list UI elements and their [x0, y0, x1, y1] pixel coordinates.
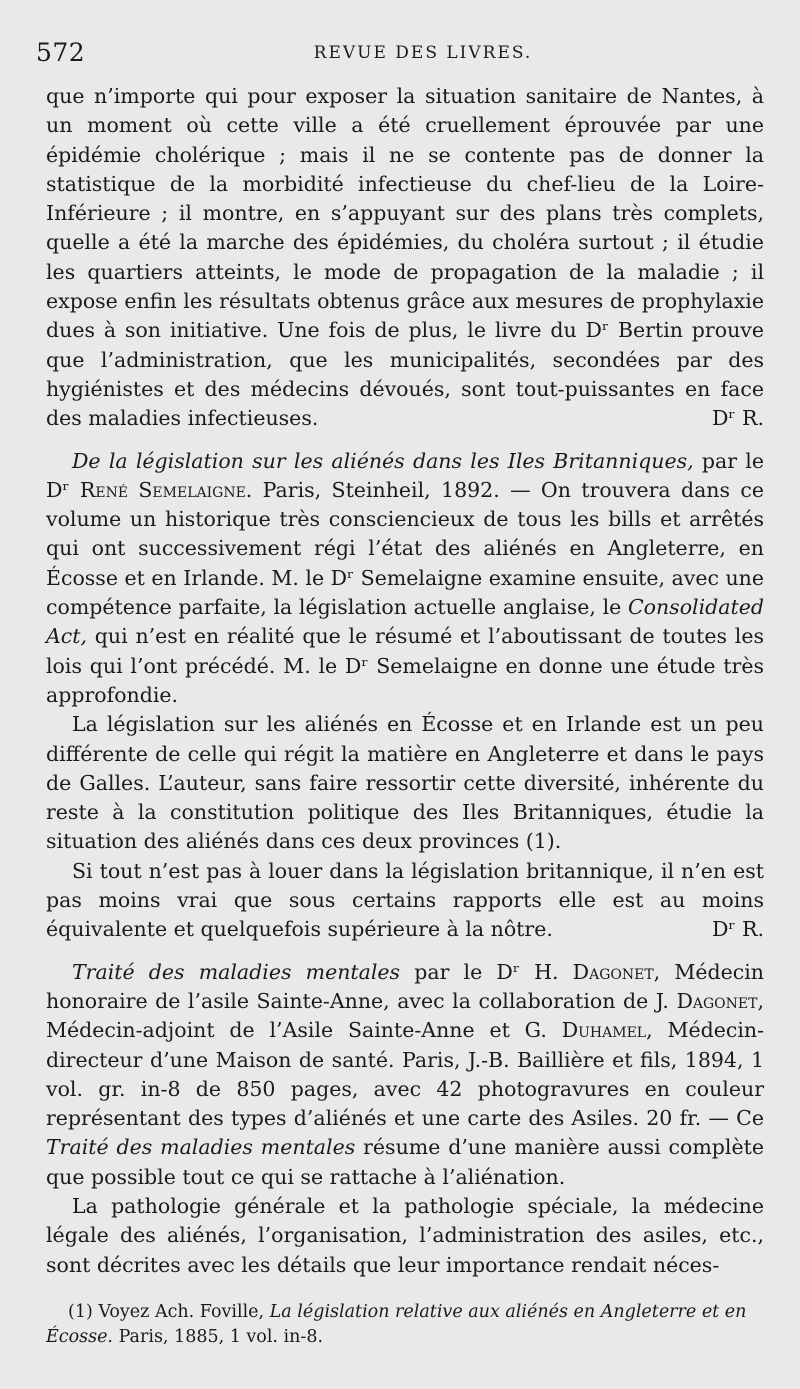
- book-title: Traité des maladies mentales: [46, 1135, 356, 1160]
- page-header: [36, 38, 770, 74]
- review-semelaigne-paragraph: De la législation sur les aliénés dans les Iles Britanniques, par le Dʳ René Semelaigne. Paris, Steinheil, 1892. — On trouvera dans ce volume un historique très consciencieux de tous les bills et arrêtés qui ont successivement régi l’état des aliénés en Angleterre, en Écosse et en Irlande. M. le Dʳ Semelaigne examine ensuite, avec une compétence parfaite, la législation actuelle anglaise, le Consolidated Act, qui n’est en réalité que le résumé et l’aboutissant de toutes les lois qui l’ont précédé. M. le Dʳ Semelaigne en donne une étude très approfondie.: [46, 448, 765, 707]
- footnote: (1) Voyez Ach. Foville, La législation relative aux aliénés en Angleterre et en Écosse. Paris, 1885, 1 vol. in-8.: [46, 1302, 747, 1347]
- book-author: Dagonet,: [572, 959, 661, 984]
- review-bertin-text: que n’importe qui pour exposer la situation sanitaire de Nantes, à un moment où cette ville a été cruellement éprouvée par une épidémie cholérique ; mais il ne se contente pas de donner la statistique de la morbidité infectieuse du chef-lieu de la Loire-Inférieure ; il montre, en s’appuyant sur des plans très complets, quelle a été la marche des épidémies, du choléra surtout ; il étudie les quartiers atteints, le mode de propagation de la maladie ; il expose enfin les résultats obtenus grâce aux mesures de prophylaxie dues à son initiative. Une fois de plus, le livre du Dʳ Bertin prouve que l’administration, que les municipalités, secondées par des hygiénistes et des médecins dévoués, sont tout-puissantes en face des maladies infectieuses.: [46, 84, 764, 431]
- book-title: Traité des maladies mentales: [72, 959, 401, 984]
- page-number: 572: [36, 38, 86, 67]
- review-signature: Dʳ R.: [711, 406, 764, 431]
- review-bertin-paragraph: [46, 82, 764, 434]
- review-dagonet-paragraph-2: La pathologie générale et la pathologie spéciale, la médecine légale des aliénés, l’organisation, l’administration des asiles, etc., sont décrites avec les détails que leur importance rendait néces-: [46, 1193, 764, 1277]
- book-title: De la législation sur les aliénés dans les Iles Britanniques,: [72, 448, 694, 473]
- book-author: Dagonet,: [676, 988, 764, 1013]
- book-author: Dʳ René Semelaigne.: [46, 477, 253, 502]
- review-dagonet-paragraph: Traité des maladies mentales par le Dʳ H. Dagonet, Médecin honoraire de l’asile Sainte-Anne, avec la collaboration de J. Dagonet, Médecin-adjoint de l’Asile Sainte-Anne et G. Duhamel, Médecin-directeur d’une Maison de santé. Paris, J.-B. Baillière et fils, 1894, 1 vol. gr. in-8 de 850 pages, avec 42 photogravures en couleur représentant des types d’aliénés et une carte des Asiles. 20 fr. — Ce Traité des maladies mentales résume d’une manière aussi complète que possible tout ce qui se rattache à l’aliénation.: [46, 959, 765, 1189]
- review-semelaigne-paragraph-3: Si tout n’est pas à louer dans la législation britannique, il n’en est pas moins vrai que sous certains rapports elle est au moins équivalente et quelquefois supérieure à la nôtre. Dʳ R.: [46, 857, 764, 945]
- running-title: REVUE DES LIVRES.: [313, 43, 533, 63]
- review-semelaigne-paragraph-2: La législation sur les aliénés en Écosse et en Irlande est un peu différente de celle qui régit la matière en Angleterre et dans le pays de Galles. L’auteur, sans faire ressortir cette diversité, inhérente du reste à la constitution politique des Iles Britanniques, étudie la situation des aliénés dans ces deux provinces (1).: [46, 712, 764, 854]
- footnote-book-title: La législation relative aux aliénés en Angleterre et en Écosse.: [46, 1302, 747, 1347]
- act-title: Consolidated Act,: [46, 595, 764, 649]
- review-signature: Dʳ R.: [711, 917, 764, 942]
- book-author: Duhamel,: [561, 1018, 653, 1043]
- page-body: [46, 82, 764, 1280]
